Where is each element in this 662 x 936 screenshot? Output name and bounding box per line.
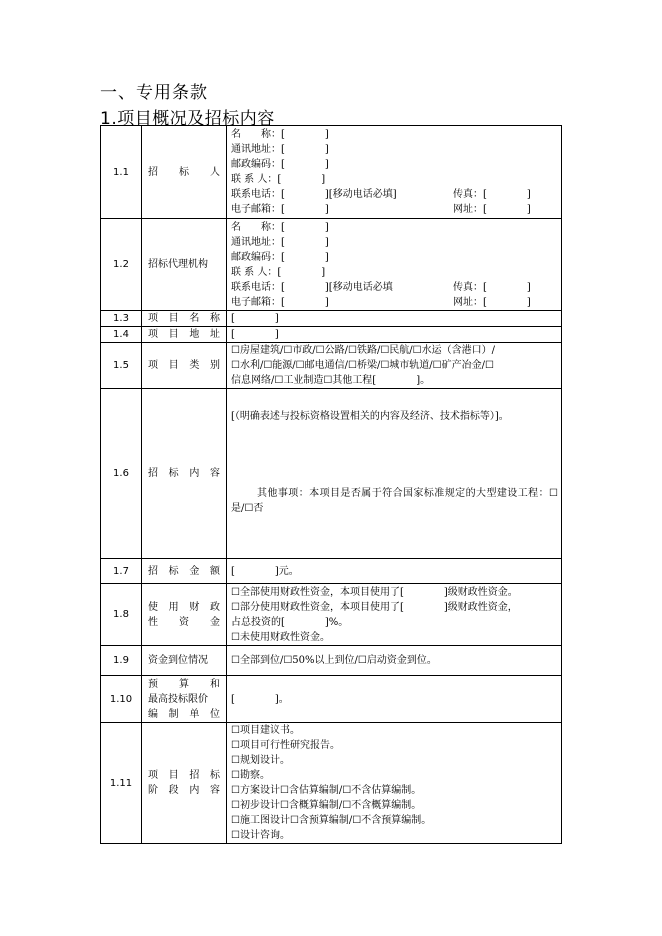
table-row xyxy=(101,559,562,584)
subsection-heading: 1.项目概况及招标内容 xyxy=(100,109,275,129)
spread-label: 编 制 单 位 xyxy=(148,708,220,720)
address-line: 通讯地址：[ ] xyxy=(231,236,329,248)
table-row xyxy=(101,676,562,723)
row-label xyxy=(142,646,227,676)
category-line: ☐房屋建筑/☐市政/☐公路/☐铁路/☐民航/☐水运（含港口）/ xyxy=(231,345,496,356)
name-line: 名 称：[ ] xyxy=(231,221,329,233)
table-row xyxy=(101,723,562,844)
row-number: 1.3 xyxy=(101,311,142,327)
stage-option-line: ☐项目建议书。 xyxy=(231,725,300,736)
row-label xyxy=(142,559,227,584)
project-category-options xyxy=(227,343,562,389)
email-field: 电子邮箱：[ ] xyxy=(231,204,329,215)
phone-fax-line xyxy=(231,280,558,295)
website-field: 网址：[ ] xyxy=(453,204,531,215)
fund-option-line: 占总投资的[ ]%。 xyxy=(231,616,349,628)
row-number: 1.11 xyxy=(101,723,142,844)
tenderer-info xyxy=(227,126,562,219)
email-web-line xyxy=(231,202,558,217)
table-row xyxy=(101,646,562,676)
fiscal-fund-options xyxy=(227,584,562,646)
row-number: 1.2 xyxy=(101,219,142,311)
table-row xyxy=(101,311,562,327)
spread-label: 使 用 财 政 性 资 金 xyxy=(148,601,220,628)
row-number: 1.1 xyxy=(101,126,142,219)
fund-status-label: 资金到位情况 xyxy=(148,655,208,666)
row-label xyxy=(142,723,227,844)
stage-option-line: ☐施工图设计☐含预算编制/☐不含预算编制。 xyxy=(231,815,432,826)
agency-info xyxy=(227,219,562,311)
stage-option-line: ☐设计咨询。 xyxy=(231,830,290,841)
fund-option-line: ☐部分使用财政性资金，本项目使用了[ ]级财政性资金， xyxy=(231,601,518,613)
row-number: 1.4 xyxy=(101,327,142,343)
spread-label: 招 标 人 xyxy=(148,166,220,178)
row-number: 1.8 xyxy=(101,584,142,646)
postcode-line: 邮政编码：[ ] xyxy=(231,251,329,263)
table-row xyxy=(101,219,562,311)
category-line: ☐水利/☐能源/☐邮电通信/☐桥梁/☐城市轨道/☐矿产冶金/☐ xyxy=(231,360,494,371)
email-web-line xyxy=(231,295,558,310)
stage-option-line: ☐项目可行性研究报告。 xyxy=(231,740,340,751)
table-row xyxy=(101,389,562,559)
agency-label: 招标代理机构 xyxy=(148,259,208,270)
row-label xyxy=(142,676,227,723)
contact-line: 联 系 人：[ ] xyxy=(231,174,326,185)
spread-label: 项 目 类 别 xyxy=(148,360,220,371)
spread-label: 招 标 金 额 xyxy=(148,565,220,577)
stage-option-line: ☐方案设计☐含估算编制/☐不含估算编制。 xyxy=(231,785,422,796)
stage-option-line: ☐勘察。 xyxy=(231,770,270,781)
table-row xyxy=(101,584,562,646)
section-heading: 一、专用条款 xyxy=(100,83,208,103)
fax-field: 传真：[ ] xyxy=(453,189,531,200)
row-label xyxy=(142,219,227,311)
spread-label: 项 目 招 标 xyxy=(148,770,220,781)
row-label xyxy=(142,584,227,646)
stage-option-line: ☐规划设计。 xyxy=(231,755,290,766)
stage-content-options xyxy=(227,723,562,844)
table-row xyxy=(101,126,562,219)
address-line: 通讯地址：[ ] xyxy=(231,144,329,155)
fund-status-value: ☐全部到位/☐50%以上到位/☐启动资金到位。 xyxy=(227,646,562,676)
table-row xyxy=(101,343,562,389)
row-number: 1.5 xyxy=(101,343,142,389)
phone-fax-line xyxy=(231,187,558,202)
row-number: 1.9 xyxy=(101,646,142,676)
name-line: 名 称：[ ] xyxy=(231,129,329,140)
tender-description: [（明确表述与投标资格设置相关的内容及经济、技术指标等）]。 xyxy=(231,411,509,422)
label-line: 最高投标限价 xyxy=(148,693,208,705)
row-label xyxy=(142,343,227,389)
stage-option-line: ☐初步设计☐含概算编制/☐不含概算编制。 xyxy=(231,800,422,811)
email-field: 电子邮箱：[ ] xyxy=(231,296,329,308)
other-matters: 其他事项：本项目是否属于符合国家标准规定的大型建设工程：☐是/☐否 xyxy=(231,488,558,514)
fund-option-line: ☐未使用财政性资金。 xyxy=(231,631,330,643)
fund-option-line: ☐全部使用财政性资金，本项目使用了[ ]级财政性资金。 xyxy=(231,586,518,598)
website-field: 网址：[ ] xyxy=(453,296,531,308)
spread-label: 项 目 名 称 xyxy=(148,313,220,324)
project-address-value: [ ] xyxy=(227,327,562,343)
spread-label: 阶 段 内 容 xyxy=(148,785,220,796)
table-row xyxy=(101,327,562,343)
spread-label: 预 算 和 xyxy=(148,678,220,690)
phone-field: 联系电话：[ ][移动电话必填 xyxy=(231,281,393,293)
fax-field: 传真：[ ] xyxy=(453,281,531,293)
category-line: 信息网络/☐工业制造☐其他工程[ ]。 xyxy=(231,375,431,386)
postcode-line: 邮政编码：[ ] xyxy=(231,159,329,170)
row-number: 1.7 xyxy=(101,559,142,584)
spread-label: 招 标 内 容 xyxy=(148,468,220,479)
tender-content xyxy=(227,389,562,559)
row-label xyxy=(142,389,227,559)
spread-label: 项 目 地 址 xyxy=(148,329,220,340)
row-label xyxy=(142,311,227,327)
tender-amount-value: [ ]元。 xyxy=(227,559,562,584)
project-name-value: [ ] xyxy=(227,311,562,327)
row-number: 1.10 xyxy=(101,676,142,723)
phone-field: 联系电话：[ ][移动电话必填] xyxy=(231,189,397,200)
contact-line: 联 系 人：[ ] xyxy=(231,266,326,278)
budget-unit-value: [ ]。 xyxy=(227,676,562,723)
row-label xyxy=(142,327,227,343)
row-number: 1.6 xyxy=(101,389,142,559)
project-overview-table xyxy=(100,125,562,844)
row-label xyxy=(142,126,227,219)
